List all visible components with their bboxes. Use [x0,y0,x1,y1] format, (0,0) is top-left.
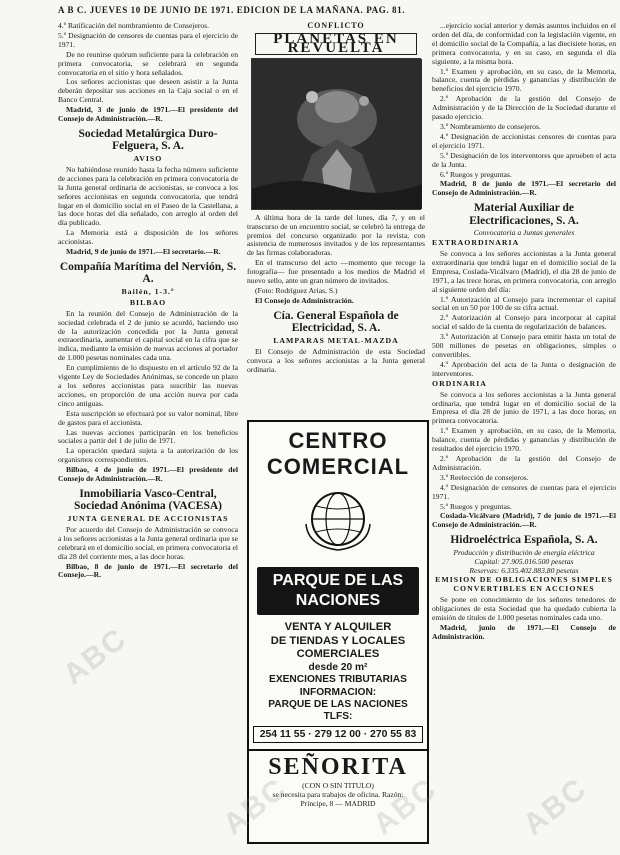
heading-material-auxiliar: Material Auxiliar de Electrificaciones, S. A. [469,202,579,227]
heading-maritima-nervion: Compañía Marítima del Nervión, S. A. [59,260,237,286]
watermark: ABC [517,771,594,842]
photo-kicker: CONFLICTO [307,22,365,30]
subheading-lamparas: LAMPARAS METAL-MAZDA [273,335,399,345]
notice-paragraph: La Memoria está a disposición de los señores accionistas. [58,228,238,247]
notice-item: 1.º Autorización al Consejo para incrementar el capital social en un 50 por 100 de su cifra actual. [432,294,616,313]
notice-item: 1.º Examen y aprobación, en su caso, de la Memoria, balance, cuenta de pérdidas y ganancias y distribución de resultados del ejercicio 1970. [432,426,616,454]
ad-info-label: INFORMACION: [299,686,377,698]
ad-note: Príncipe, 8 — MADRID [300,798,376,808]
notice-paragraph: En la reunión del Consejo de Administración de la sociedad celebrada el 2 de junio se acordó, haciendo uso de la autorización concedida por la Junta general extraordinaria, aumentar el capital social en la cifra que se indica, mediante la emisión de nuevas acciones al portador de 1.000 pesetas nominales cada una. [58,308,238,363]
notice-paragraph: El Consejo de Administración de esta Sociedad convoca a los señores accionistas a la Junta general ordinaria. [247,346,425,374]
photo-title: PLANETAS EN REVUELTA [255,33,417,55]
ad-offer: DE TIENDAS Y LOCALES [270,634,406,647]
running-head: A B C. JUEVES 10 DE JUNIO DE 1971. EDICION DE LA MAÑANA. PAG. 81. [58,5,406,15]
subheading-address: Bailén, 1-3.º [121,286,175,296]
ad-exenciones: EXENCIONES TRIBUTARIAS [269,674,407,686]
notice-item: 3.º Nombramiento de consejeros. [440,121,541,131]
subheading-capital: Capital: 27.905.016.500 pesetas [474,556,574,566]
subheading-aviso: AVISO [133,153,163,163]
watermark: ABC [367,771,444,842]
notice-paragraph: Esta suscripción se efectuará por su valor nominal, libre de gastos para el accionista. [58,408,238,427]
notice-paragraph: La operación quedará sujeta a la autorización de los organismos correspondientes. [58,446,238,465]
subheading-convocatoria: Convocatoria a Juntas generales [473,228,575,238]
ad-price: desde 20 m² [308,661,368,673]
notice-paragraph: Se convoca a los señores accionistas a la Junta general ordinaria, que tendrá lugar en el domicilio social de la Empresa el día 28 de junio de 1971, a las doce horas, en primera convocatoria. [432,389,616,426]
ad-info-place: PARQUE DE LAS NACIONES [268,699,408,710]
notice-paragraph: En cumplimiento de lo dispuesto en el artículo 92 de la vigente Ley de Sociedades Anónimas, se concede un plazo a los señores accionistas para suscribir las nuevas acciones, en proporción de una acción nueva por cada cinco antiguas. [58,363,238,408]
photo-caption: (Foto: Rodríguez Arias, S.) [255,285,338,295]
heading-vacesa: Inmobiliaria Vasco-Central, Sociedad Anónima (VACESA) [73,487,223,513]
subheading-junta: JUNTA GENERAL DE ACCIONISTAS [67,513,229,523]
notice-item: 2.º Autorización al Consejo para incorporar al capital social el saldo de la cuenta de regularización de balances. [432,313,616,332]
column-2 [247,22,425,422]
ad-senorita: SEÑORITA [268,753,408,780]
watermark: ABC [217,771,294,842]
ad-phone-numbers: 254 11 55 · 279 12 00 · 270 55 83 [253,726,423,743]
ad-note: (CON O SIN TITULO) [302,780,374,790]
photo-caption: En el transcurso del acto —momento que recoge la fotografía— fue presentado a los medios de Madrid el nuevo sello, ante un gran número de invitados. [247,258,425,286]
notice-item: 6.º Ruegos y preguntas. [440,169,512,179]
photo-caption: A última hora de la tarde del lunes, día 7, y en el transcurso de un encuentro social, se celebró la entrega de premios del concurso organizado por la revista, con asistencia de numerosos invitados y de los representantes de las firmas colaboradoras. [247,212,425,258]
label-ordinaria: ORDINARIA [432,378,487,388]
globe-emblem-icon [298,484,378,554]
notice-signature: Madrid, 9 de junio de 1971.—El secretario.—R. [66,247,221,257]
heading-duro-felguera: Sociedad Metalúrgica Duro-Felguera, S. A. [78,127,218,153]
subheading-emision: EMISION DE OBLIGACIONES SIMPLES CONVERTIBLES EN ACCIONES [435,575,613,594]
photo-figure-icon [252,59,422,209]
notice-item: 4.º Designación de censores de cuentas para el ejercicio 1971. [432,482,616,501]
notice-signature: Madrid, 8 de junio de 1971.—El secretario del Consejo de Administración.—R. [432,179,616,198]
column-1 [58,22,238,854]
subheading-produccion: Producción y distribución de energía eléctrica [453,547,595,557]
ad-offer: VENTA Y ALQUILER [284,621,392,633]
ad-note: se necesita para trabajos de oficina. Razón: [272,789,404,799]
notice-item: 5.º Ruegos y preguntas. [440,501,512,511]
notice-paragraph: Por acuerdo del Consejo de Administración se convoca a los señores accionistas a la Junta general ordinaria que se celebrará en el domicilio social, en primera convocatoria el día 28 del corriente mes, a las doce horas. [58,524,238,561]
ad-offer: COMERCIALES [296,648,380,661]
notice-signature: Madrid, junio de 1971.—El Consejo de Administración. [432,622,616,641]
notice-paragraph: De no reunirse quórum suficiente para la celebración en primera convocatoria, se celebrará en segunda convocatoria en el sitio y hora señalados. [58,49,238,77]
notice-item: 3.º Reelección de consejeros. [440,472,529,482]
subheading-reservas: Reservas: 6.335.402.883,80 pesetas [469,565,579,575]
ad-line-comercial: COMERCIAL [266,454,410,479]
notice-signature: Bilbao, 8 de junio de 1971.—El secretario del Consejo.—R. [58,561,238,580]
photo-credit: El Consejo de Administración. [255,295,354,305]
notice-paragraph: Se pone en conocimiento de los señores tenedores de obligaciones de esta Sociedad que ha quedado cubierta la emisión de títulos de 1.000 pesetas nominales cada uno. [432,595,616,623]
watermark: ABC [57,621,134,692]
notice-paragraph: Los señores accionistas que deseen asistir a la Junta deberán depositar sus acciones en la Caja social o en el Banco Central. [58,77,238,105]
notice-item: 4.º Aprobación del acta de la Junta o designación de interventores. [432,359,616,378]
ad-line-centro: CENTRO [288,428,388,453]
ad-brand-box: PARQUE DE LAS NACIONES [257,567,419,615]
heading-hidroelectrica: Hidroeléctrica Española, S. A. [450,534,598,547]
column-3 [432,22,616,854]
notice-signature: Bilbao, 4 de junio de 1971.—El presidente del Consejo de Administración.—R. [58,465,238,484]
news-photo [251,58,421,210]
notice-item: 2.º Aprobación de la gestión del Consejo de Administración y de la Dirección de la Sociedad durante el pasado ejercicio. [432,94,616,122]
notice-item: 4.º Ratificación del nombramiento de Consejeros. [58,22,210,30]
notice-paragraph: Se convoca a los señores accionistas a la Junta general extraordinaria que tendrá lugar en el domicilio social de la Empresa, Coslada-Vicálvaro (Madrid), el día 28 de junio de 1971, a las trece horas, en primera convocatoria, con arreglo al siguiente orden del día: [432,249,616,294]
notice-item: 4.º Designación de accionistas censores de cuentas para el ejercicio 1971. [432,131,616,150]
notice-item: 1.º Examen y aprobación, en su caso, de la Memoria, balance, cuenta de pérdidas y ganancias y distribución de beneficios del ejercicio 1970. [432,66,616,94]
label-extraordinaria: EXTRAORDINARIA [432,238,520,248]
notice-item: 5.º Designación de los interventores que aprueben el acta de la Junta. [432,150,616,169]
ad-divider [249,749,427,751]
notice-item: 5.º Designación de censores de cuentas para el ejercicio de 1971. [58,30,238,49]
notice-paragraph: No habiéndose reunido hasta la fecha número suficiente de acciones para la celebración en primera convocatoria de la Junta general ordinaria de accionistas, se convoca a los señores accionistas en segunda convocatoria, que tendrá lugar en el domicilio social en el Paseo de la Castellana, a las doce horas del día señalado, con arreglo al orden del día publicado. [58,164,238,228]
heading-cgee: Cía. General Española de Electricidad, S. A. [273,309,399,335]
notice-signature: Coslada-Vicálvaro (Madrid), 7 de junio de 1971.—El Consejo de Administración.—R. [432,511,616,530]
notice-paragraph: Las nuevas acciones participarán en los beneficios sociales a partir del 1 de julio de 1971. [58,427,238,446]
notice-item: 2.º Aprobación de la gestión del Consejo de Administración. [432,453,616,472]
notice-signature: Madrid, 3 de junio de 1971.—El presidente del Consejo de Administración.—R. [58,105,238,124]
subheading-city: BILBAO [129,297,167,307]
notice-paragraph: ...ejercicio social anterior y demás asuntos incluidos en el orden del día, de conformidad con la legislación vigente, en el domicilio social de la Compañía, a las diecisiete horas, en primera convocatoria, y en su caso, en segunda el día siguiente, a la misma hora. [432,22,616,66]
ad-tel-label: TLFS: [323,711,353,723]
notice-item: 3.º Autorización al Consejo para emitir hasta un total de 500 millones de pesetas en obligaciones, simples o convertibles. [432,332,616,359]
